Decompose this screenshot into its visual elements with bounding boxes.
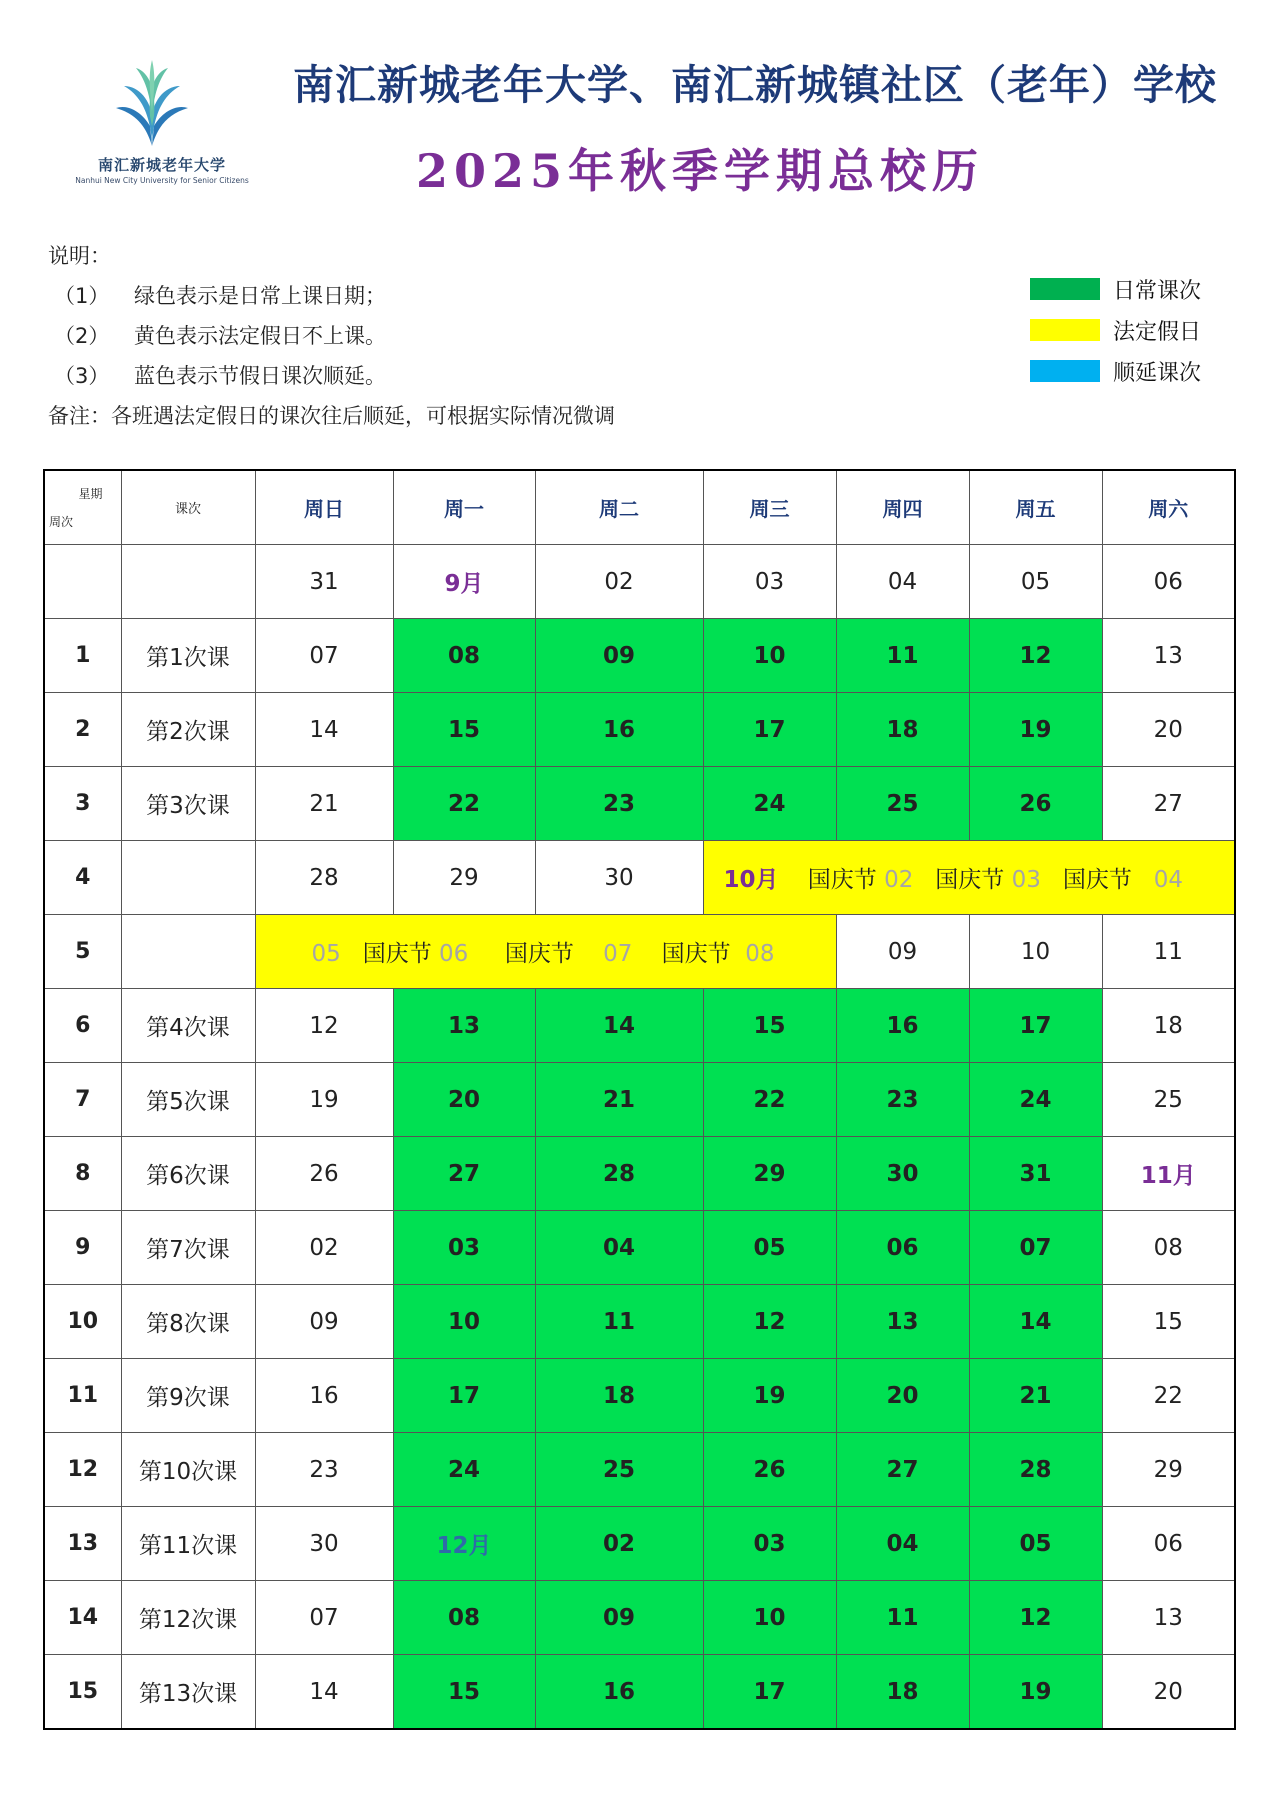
class-date-cell: 18	[836, 693, 969, 767]
class-date-cell: 10	[703, 619, 836, 693]
class-date-cell: 05	[969, 1507, 1102, 1581]
class-date-cell: 20	[836, 1359, 969, 1433]
date-cell: 21	[255, 767, 393, 841]
month-cell: 12月	[393, 1507, 535, 1581]
class-date-cell: 03	[703, 1507, 836, 1581]
table-header-row	[44, 470, 1235, 545]
day-header: 周一	[393, 470, 535, 545]
class-date-cell: 15	[703, 989, 836, 1063]
class-date-cell: 07	[969, 1211, 1102, 1285]
week-number: 12	[44, 1433, 121, 1507]
class-date-cell: 15	[393, 1655, 535, 1730]
date-cell: 10	[969, 915, 1102, 989]
class-date-cell: 08	[393, 619, 535, 693]
table-row	[44, 841, 1235, 915]
table-row	[44, 1285, 1235, 1359]
lesson-label	[121, 841, 255, 915]
class-date-cell: 10	[393, 1285, 535, 1359]
week-number: 5	[44, 915, 121, 989]
holiday-cell-national-day: 05 国庆节 06 国庆节 07 国庆节 08	[255, 915, 836, 989]
calendar-title: 2025年秋季学期总校历	[415, 144, 985, 198]
table-row	[44, 1359, 1235, 1433]
class-date-cell: 27	[836, 1433, 969, 1507]
class-date-cell: 14	[969, 1285, 1102, 1359]
class-date-cell: 24	[969, 1063, 1102, 1137]
week-number: 10	[44, 1285, 121, 1359]
lesson-label: 第6次课	[121, 1137, 255, 1211]
class-date-cell: 30	[836, 1137, 969, 1211]
holiday-cell-national-day: 10月 国庆节 02 国庆节 03 国庆节 04	[703, 841, 1235, 915]
date-cell: 18	[1102, 989, 1235, 1063]
class-date-cell: 24	[393, 1433, 535, 1507]
class-date-cell: 05	[703, 1211, 836, 1285]
class-date-cell: 31	[969, 1137, 1102, 1211]
date-cell: 14	[255, 1655, 393, 1730]
logo-english-name: Nanhui New City University for Senior Citizens	[75, 176, 249, 185]
lesson-label: 第4次课	[121, 989, 255, 1063]
class-date-cell: 26	[969, 767, 1102, 841]
calendar-table	[43, 469, 1236, 1730]
date-cell: 02	[255, 1211, 393, 1285]
lesson-label: 第11次课	[121, 1507, 255, 1581]
class-date-cell: 19	[969, 693, 1102, 767]
legend-swatch-green	[1030, 278, 1100, 300]
lesson-label: 第1次课	[121, 619, 255, 693]
date-cell: 08	[1102, 1211, 1235, 1285]
class-date-cell: 23	[535, 767, 703, 841]
notes-remark: 备注：各班遇法定假日的课次往后顺延，可根据实际情况微调	[48, 404, 615, 428]
notes-heading: 说明：	[48, 244, 111, 268]
date-cell: 02	[535, 545, 703, 619]
class-date-cell: 11	[836, 1581, 969, 1655]
lesson-label: 第7次课	[121, 1211, 255, 1285]
table-row	[44, 1655, 1235, 1730]
date-cell: 22	[1102, 1359, 1235, 1433]
class-date-cell: 18	[836, 1655, 969, 1730]
class-date-cell: 12	[969, 619, 1102, 693]
note-item: （2） 黄色表示法定假日不上课。	[54, 324, 386, 348]
date-cell: 20	[1102, 693, 1235, 767]
day-header: 周五	[969, 470, 1102, 545]
notes-section	[48, 236, 615, 436]
date-cell: 29	[393, 841, 535, 915]
date-cell: 14	[255, 693, 393, 767]
class-date-cell: 20	[393, 1063, 535, 1137]
school-title: 南汇新城老年大学、南汇新城镇社区（老年）学校	[293, 61, 1217, 109]
class-date-cell: 06	[836, 1211, 969, 1285]
week-number: 9	[44, 1211, 121, 1285]
class-date-cell: 09	[535, 1581, 703, 1655]
lesson-label: 第8次课	[121, 1285, 255, 1359]
legend-swatch-yellow	[1030, 319, 1100, 341]
week-number: 6	[44, 989, 121, 1063]
date-cell: 31	[255, 545, 393, 619]
date-cell: 16	[255, 1359, 393, 1433]
day-header: 周二	[535, 470, 703, 545]
week-number: 11	[44, 1359, 121, 1433]
school-logo	[66, 52, 249, 192]
class-date-cell: 28	[535, 1137, 703, 1211]
month-cell: 9月	[393, 545, 535, 619]
week-number: 8	[44, 1137, 121, 1211]
date-cell: 30	[535, 841, 703, 915]
class-date-cell: 16	[836, 989, 969, 1063]
class-date-cell: 27	[393, 1137, 535, 1211]
date-cell: 23	[255, 1433, 393, 1507]
lesson-label: 第13次课	[121, 1655, 255, 1730]
table-row	[44, 1063, 1235, 1137]
lesson-label: 第3次课	[121, 767, 255, 841]
note-item: （3） 蓝色表示节假日课次顺延。	[54, 364, 386, 388]
class-date-cell: 02	[535, 1507, 703, 1581]
table-row	[44, 619, 1235, 693]
class-date-cell: 21	[969, 1359, 1102, 1433]
date-cell: 19	[255, 1063, 393, 1137]
class-date-cell: 29	[703, 1137, 836, 1211]
date-cell: 12	[255, 989, 393, 1063]
lesson-label	[121, 915, 255, 989]
date-cell: 11	[1102, 915, 1235, 989]
class-date-cell: 14	[535, 989, 703, 1063]
date-cell: 06	[1102, 1507, 1235, 1581]
date-cell: 07	[255, 619, 393, 693]
table-row	[44, 1581, 1235, 1655]
class-date-cell: 23	[836, 1063, 969, 1137]
lesson-label: 第10次课	[121, 1433, 255, 1507]
class-date-cell: 16	[535, 1655, 703, 1730]
table-row	[44, 915, 1235, 989]
week-number: 1	[44, 619, 121, 693]
table-row	[44, 1211, 1235, 1285]
class-date-cell: 11	[535, 1285, 703, 1359]
class-date-cell: 28	[969, 1433, 1102, 1507]
class-date-cell: 19	[703, 1359, 836, 1433]
date-cell: 29	[1102, 1433, 1235, 1507]
class-date-cell: 13	[393, 989, 535, 1063]
day-header: 周六	[1102, 470, 1235, 545]
lesson-label: 第9次课	[121, 1359, 255, 1433]
logo-chinese-name: 南汇新城老年大学	[97, 156, 226, 174]
class-date-cell: 17	[703, 1655, 836, 1730]
table-row	[44, 1507, 1235, 1581]
lesson-label: 第5次课	[121, 1063, 255, 1137]
class-date-cell: 25	[836, 767, 969, 841]
date-cell: 26	[255, 1137, 393, 1211]
date-cell: 28	[255, 841, 393, 915]
date-cell: 13	[1102, 1581, 1235, 1655]
date-cell: 13	[1102, 619, 1235, 693]
class-date-cell: 04	[535, 1211, 703, 1285]
week-number: 7	[44, 1063, 121, 1137]
class-date-cell: 09	[535, 619, 703, 693]
week-number: 2	[44, 693, 121, 767]
week-number: 3	[44, 767, 121, 841]
class-date-cell: 11	[836, 619, 969, 693]
class-date-cell: 17	[969, 989, 1102, 1063]
date-cell: 25	[1102, 1063, 1235, 1137]
class-date-cell: 12	[969, 1581, 1102, 1655]
day-header: 周日	[255, 470, 393, 545]
date-cell: 03	[703, 545, 836, 619]
class-date-cell: 04	[836, 1507, 969, 1581]
class-date-cell: 08	[393, 1581, 535, 1655]
lesson-header: 课次	[121, 470, 255, 545]
class-date-cell: 16	[535, 693, 703, 767]
week-number: 13	[44, 1507, 121, 1581]
week-number: 14	[44, 1581, 121, 1655]
date-cell: 20	[1102, 1655, 1235, 1730]
day-header: 周四	[836, 470, 969, 545]
date-cell: 06	[1102, 545, 1235, 619]
table-row	[44, 1137, 1235, 1211]
lesson-label: 第12次课	[121, 1581, 255, 1655]
day-header: 周三	[703, 470, 836, 545]
month-cell: 11月	[1102, 1137, 1235, 1211]
legend-swatch-blue	[1030, 360, 1100, 382]
date-cell: 09	[836, 915, 969, 989]
table-row	[44, 545, 1235, 619]
date-cell: 05	[969, 545, 1102, 619]
class-date-cell: 10	[703, 1581, 836, 1655]
corner-header: 星期 周次	[44, 470, 121, 545]
table-row	[44, 989, 1235, 1063]
class-date-cell: 12	[703, 1285, 836, 1359]
class-date-cell: 19	[969, 1655, 1102, 1730]
week-number: 15	[44, 1655, 121, 1730]
class-date-cell: 26	[703, 1433, 836, 1507]
date-cell: 30	[255, 1507, 393, 1581]
class-date-cell: 15	[393, 693, 535, 767]
lesson-label: 第2次课	[121, 693, 255, 767]
table-row	[44, 1433, 1235, 1507]
class-date-cell: 17	[393, 1359, 535, 1433]
class-date-cell: 13	[836, 1285, 969, 1359]
class-date-cell: 21	[535, 1063, 703, 1137]
class-date-cell: 22	[703, 1063, 836, 1137]
date-cell: 07	[255, 1581, 393, 1655]
date-cell: 27	[1102, 767, 1235, 841]
class-date-cell: 18	[535, 1359, 703, 1433]
class-date-cell: 24	[703, 767, 836, 841]
class-date-cell: 25	[535, 1433, 703, 1507]
note-item: （1） 绿色表示是日常上课日期；	[54, 284, 386, 308]
week-number: 4	[44, 841, 121, 915]
date-cell: 04	[836, 545, 969, 619]
class-date-cell: 22	[393, 767, 535, 841]
table-row	[44, 767, 1235, 841]
class-date-cell: 17	[703, 693, 836, 767]
logo-leaf-icon	[106, 56, 198, 152]
class-date-cell: 03	[393, 1211, 535, 1285]
date-cell: 09	[255, 1285, 393, 1359]
date-cell: 15	[1102, 1285, 1235, 1359]
table-row	[44, 693, 1235, 767]
